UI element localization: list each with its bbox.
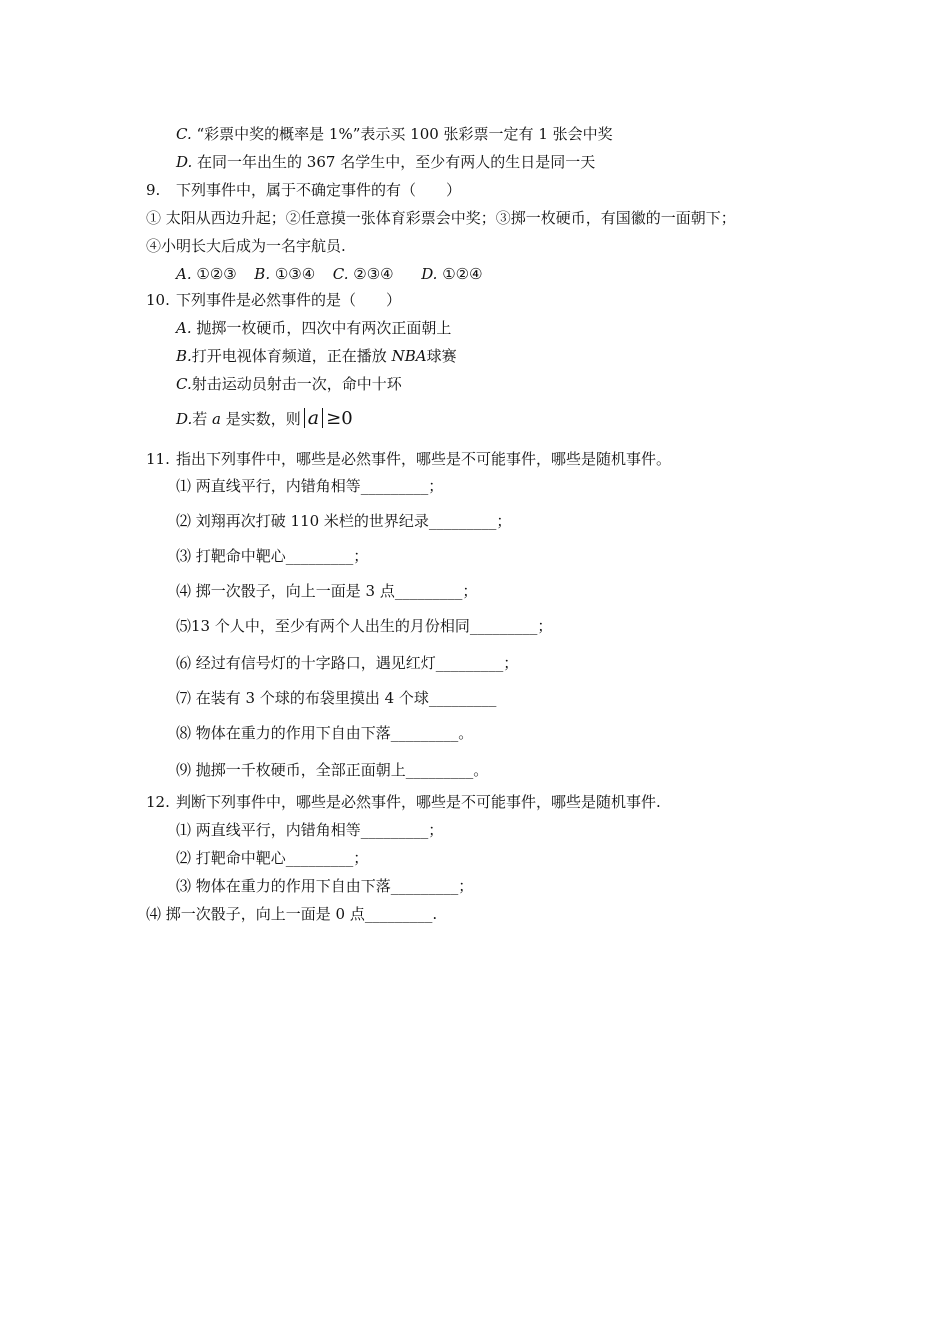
q9-options xyxy=(176,264,483,284)
q9-option-b-letter: B. xyxy=(254,265,271,283)
inequality-rhs: ≥0 xyxy=(326,408,353,429)
q9-events-line2: ④小明长大后成为一名宇航员. xyxy=(146,237,346,255)
q10-option-b-text-post: 球赛 xyxy=(426,347,457,365)
q9-number: 9. xyxy=(146,181,161,199)
q12-item-4: ⑷ 掷一次骰子，向上一面是 0 点_________. xyxy=(146,905,438,923)
q9-option-d-letter: D. xyxy=(421,265,438,283)
q11-item-5: ⑸13 个人中，至少有两个人出生的月份相同_________； xyxy=(176,617,553,635)
q8-option-c-letter: C. xyxy=(176,125,192,143)
q8-option-c xyxy=(176,124,613,144)
q10-option-d-text-pre: 若 xyxy=(192,410,213,428)
q10-option-c-letter: C. xyxy=(176,375,192,393)
q10-option-d xyxy=(176,406,353,431)
q10-option-d-var: a xyxy=(212,410,221,428)
q11-item-8: ⑻ 物体在重力的作用下自由下落_________。 xyxy=(176,724,474,742)
q9-option-a-text: ①②③ xyxy=(191,265,237,283)
q9-option-a-letter: A. xyxy=(176,265,192,283)
q8-option-d-letter: D. xyxy=(176,153,193,171)
q11-item-3: ⑶ 打靶命中靶心_________； xyxy=(176,547,369,565)
q12-item-1: ⑴ 两直线平行，内错角相等_________； xyxy=(176,821,444,839)
q9-option-b-text: ①③④ xyxy=(270,265,316,283)
q11-item-2: ⑵ 刘翔再次打破 110 米栏的世界纪录_________； xyxy=(176,512,512,530)
q11-item-7: ⑺ 在装有 3 个球的布袋里摸出 4 个球_________ xyxy=(176,689,497,707)
q9-option-c-text: ②③④ xyxy=(348,265,394,283)
q8-option-d xyxy=(176,152,595,172)
q12-item-2: ⑵ 打靶命中靶心_________； xyxy=(176,849,369,867)
q10-option-c-text: 射击运动员射击一次，命中十环 xyxy=(191,375,402,393)
absolute-value-expression xyxy=(304,407,323,429)
abs-bar-right xyxy=(322,408,323,428)
q8-option-c-text: “彩票中奖的概率是 1%”表示买 100 张彩票一定有 1 张会中奖 xyxy=(191,125,613,143)
q10-option-b-nba: NBA xyxy=(391,347,427,365)
q9-option-d-text: ①②④ xyxy=(437,265,483,283)
q9-events-line1: ① 太阳从西边升起；②任意摸一张体育彩票会中奖；③掷一枚硬币，有国徽的一面朝下； xyxy=(146,209,736,227)
q10-option-b-text-pre: 打开电视体育频道，正在播放 xyxy=(191,347,392,365)
q11-item-9: ⑼ 抛掷一千枚硬币，全部正面朝上_________。 xyxy=(176,761,489,779)
q10-option-d-text-mid: 是实数，则 xyxy=(221,410,301,428)
q10-option-b-letter: B. xyxy=(176,347,192,365)
q11-item-4: ⑷ 掷一次骰子，向上一面是 3 点_________； xyxy=(176,582,478,600)
q12-stem: 判断下列事件中，哪些是必然事件，哪些是不可能事件，哪些是随机事件. xyxy=(176,793,661,811)
q11-number: 11. xyxy=(146,450,170,468)
q11-stem: 指出下列事件中，哪些是必然事件，哪些是不可能事件，哪些是随机事件。 xyxy=(176,450,672,468)
q8-option-d-text: 在同一年出生的 367 名学生中，至少有两人的生日是同一天 xyxy=(192,153,596,171)
q10-option-c xyxy=(176,374,402,394)
q9-stem: 下列事件中，属于不确定事件的有（ ） xyxy=(176,181,462,199)
q10-option-b xyxy=(176,346,457,366)
q10-number: 10. xyxy=(146,291,170,309)
q10-option-a xyxy=(176,318,451,338)
q12-number: 12. xyxy=(146,793,170,811)
q10-option-d-letter: D. xyxy=(176,410,193,428)
q10-option-a-letter: A. xyxy=(176,319,192,337)
q11-item-1: ⑴ 两直线平行，内错角相等_________； xyxy=(176,477,444,495)
q12-item-3: ⑶ 物体在重力的作用下自由下落_________； xyxy=(176,877,474,895)
q10-option-a-text: 抛掷一枚硬币，四次中有两次正面朝上 xyxy=(191,319,452,337)
q11-item-6: ⑹ 经过有信号灯的十字路口，遇见红灯_________； xyxy=(176,654,519,672)
q9-option-c-letter: C. xyxy=(332,265,349,283)
q10-stem: 下列事件是必然事件的是（ ） xyxy=(176,291,402,309)
abs-variable: a xyxy=(307,407,320,429)
